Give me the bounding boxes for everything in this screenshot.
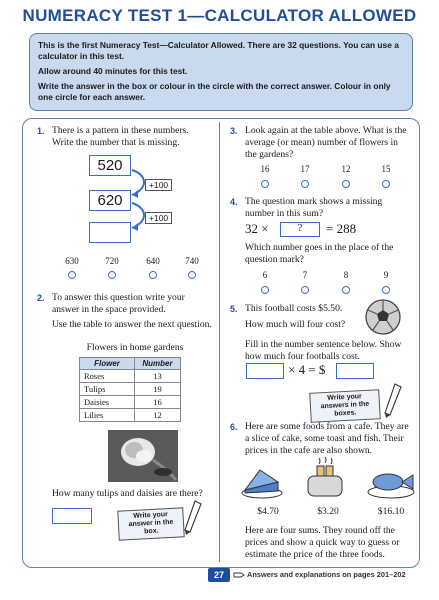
option-label: 6 xyxy=(262,270,268,280)
question-text: This football costs $5.50. xyxy=(245,303,343,314)
question-text: Which number goes in the place of the question mark? xyxy=(245,242,394,265)
question-text: There is a pattern in these numbers. Write the number that is missing. xyxy=(52,125,189,148)
answer-circle[interactable] xyxy=(261,180,269,188)
option-label: 9 xyxy=(383,270,389,280)
instruction-line: Write the answer in the box or colour in the circle with the correct answer. Colour in only one circle for each answer. xyxy=(38,81,391,102)
table-header: Number xyxy=(135,358,181,370)
option-label: 640 xyxy=(146,256,160,266)
answer-box[interactable] xyxy=(52,508,92,524)
option-label: 720 xyxy=(105,256,119,266)
question-text: The question mark shows a missing number in this sum? xyxy=(245,196,383,219)
question-number: 1. xyxy=(37,126,45,136)
question-text: How much will four cost? xyxy=(245,319,346,330)
answer-circle[interactable] xyxy=(149,271,157,279)
option-label: 630 xyxy=(65,256,79,266)
table-cell: Tulips xyxy=(80,383,135,396)
table-cell: 16 xyxy=(135,396,181,409)
table-title: Flowers in home gardens xyxy=(86,342,184,353)
option-label: 17 xyxy=(300,164,310,174)
answer-circle[interactable] xyxy=(108,271,116,279)
option-label: 16 xyxy=(260,164,270,174)
price-label: $3.20 xyxy=(317,506,339,517)
instruction-line: This is the first Numeracy Test—Calculator Allowed. There are 32 questions. You can use a calculator in this test. xyxy=(38,40,399,61)
answer-circle[interactable] xyxy=(342,286,350,294)
answer-circle[interactable] xyxy=(342,180,350,188)
option-label: 8 xyxy=(343,270,349,280)
table-row xyxy=(80,370,181,383)
instruction-tag: Write your answers in the boxes. xyxy=(309,389,380,423)
table-cell: Lilies xyxy=(80,409,135,422)
price-label: $16.10 xyxy=(377,506,405,517)
question-number: 2. xyxy=(37,293,45,303)
flowers-table xyxy=(79,357,181,422)
answer-circle[interactable] xyxy=(188,271,196,279)
instruction-line: Allow around 40 minutes for this test. xyxy=(38,66,188,76)
pencil-icon xyxy=(383,383,403,419)
question-number: 5. xyxy=(230,304,238,314)
toast-icon xyxy=(303,456,347,500)
answer-box[interactable] xyxy=(246,363,284,379)
table-cell: 13 xyxy=(135,370,181,383)
page-number: 27 xyxy=(208,568,230,582)
step-label: +100 xyxy=(145,179,172,191)
option-label: 7 xyxy=(302,270,308,280)
sum-left: 32 × xyxy=(245,221,269,236)
pattern-box: 620 xyxy=(89,190,131,211)
missing-number-box[interactable]: ? xyxy=(280,222,320,237)
sum-right: = 288 xyxy=(326,221,357,236)
answer-circle[interactable] xyxy=(382,180,390,188)
page-title: NUMERACY TEST 1—CALCULATOR ALLOWED xyxy=(22,6,417,25)
pattern-box: 520 xyxy=(89,155,131,176)
question-text: Here are some foods from a cafe. They are a slice of cake, some toast and fish. Their prices in the cafe are also shown. xyxy=(245,421,409,456)
table-cell: Daisies xyxy=(80,396,135,409)
football-icon xyxy=(364,298,402,336)
table-row xyxy=(80,396,181,409)
table-row xyxy=(80,383,181,396)
question-text: Use the table to answer the next question. xyxy=(52,319,212,330)
question-number: 4. xyxy=(230,197,238,207)
pattern-arrows xyxy=(118,165,158,237)
table-cell: 19 xyxy=(135,383,181,396)
question-text: To answer this question write your answer in the space provided. xyxy=(52,292,185,315)
question-text: Here are four sums. They round off the prices and show a quick way to guess or estimate the price of the three foods. xyxy=(245,525,400,560)
price-label: $4.70 xyxy=(257,506,279,517)
question-number: 3. xyxy=(230,126,238,136)
answer-box[interactable] xyxy=(336,363,374,379)
option-label: 12 xyxy=(341,164,351,174)
number-sentence: × 4 = $ xyxy=(288,362,326,377)
pencil-icon xyxy=(183,500,203,536)
answer-circle[interactable] xyxy=(301,180,309,188)
table-cell: Roses xyxy=(80,370,135,383)
instruction-tag: Write your answer in the box. xyxy=(117,507,184,540)
option-label: 740 xyxy=(185,256,199,266)
question-text: How many tulips and daisies are there? xyxy=(52,488,203,499)
instructions-box xyxy=(29,33,413,111)
answer-circle[interactable] xyxy=(301,286,309,294)
answers-reference: Answers and explanations on pages 201–202 xyxy=(247,570,406,579)
table-row xyxy=(80,409,181,422)
question-text: Fill in the number sentence below. Show how much four footballs cost. xyxy=(245,339,402,362)
option-label: 15 xyxy=(381,164,391,174)
answer-circle[interactable] xyxy=(68,271,76,279)
table-cell: 12 xyxy=(135,409,181,422)
flower-photo xyxy=(108,430,178,482)
table-header: Flower xyxy=(80,358,135,370)
question-number: 6. xyxy=(230,422,238,432)
column-divider xyxy=(219,122,220,562)
answer-circle[interactable] xyxy=(382,286,390,294)
step-label: +100 xyxy=(145,212,172,224)
question-text: Look again at the table above. What is the average (or mean) number of flowers in the gardens? xyxy=(245,125,407,160)
fish-icon xyxy=(366,462,416,500)
cake-icon xyxy=(240,462,285,500)
pointing-hand-icon xyxy=(233,570,245,580)
answer-circle[interactable] xyxy=(261,286,269,294)
